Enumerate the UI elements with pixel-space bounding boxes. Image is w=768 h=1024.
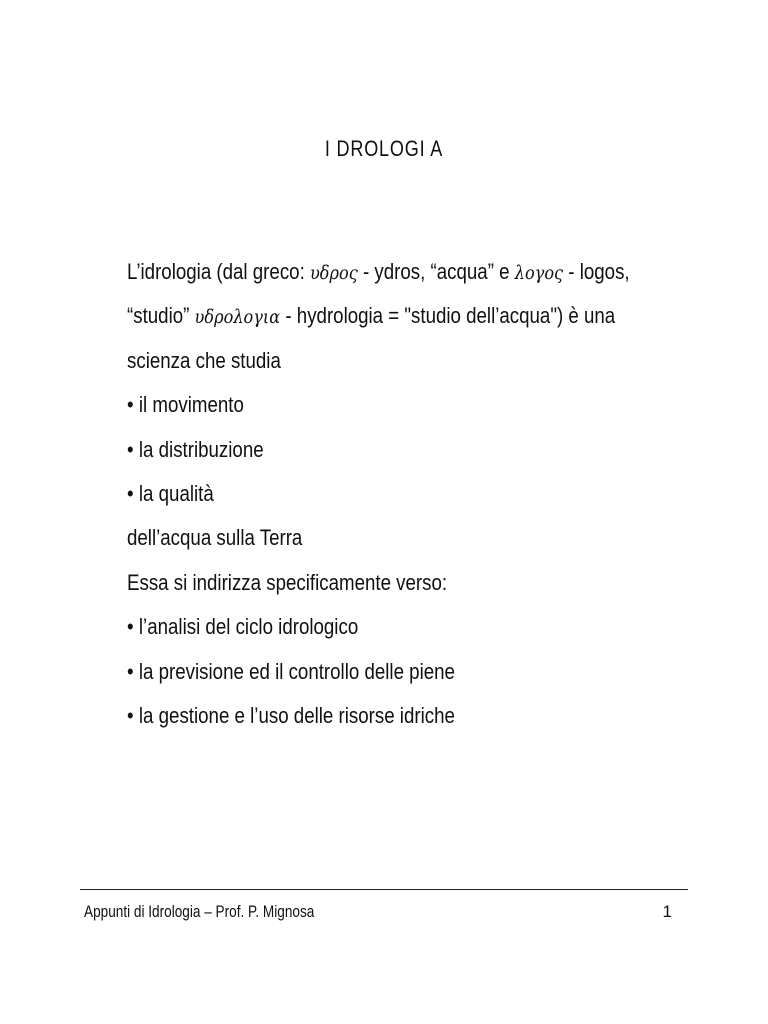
bullet-icon: • [127, 614, 134, 640]
closing-line: dell’acqua sulla Terra [127, 525, 303, 551]
intro-line-2 [127, 298, 616, 342]
intro-line-1 [127, 254, 630, 298]
list-item [127, 609, 603, 653]
bullet-icon: • [127, 392, 134, 418]
bullet-icon: • [127, 658, 134, 684]
focus-intro: Essa si indirizza specificamente verso: [127, 569, 448, 595]
bullet-icon: • [127, 436, 134, 462]
list-item [127, 432, 603, 476]
greek-word-hydros: υδρος [309, 262, 358, 284]
greek-word-hydrologia: υδρολογια [194, 306, 281, 329]
intro-line-1-text-b: - ydros, “acqua” e [357, 259, 515, 284]
page-number: 1 [662, 902, 672, 921]
list-item-label: la qualità [138, 480, 214, 506]
footer-caption: Appunti di Idrologia – Prof. P. Mignosa [84, 902, 315, 921]
list-item-label: la previsione ed il controllo delle piene [138, 658, 455, 684]
greek-word-logos: λογος [514, 262, 564, 284]
body-text [127, 254, 687, 742]
footer-divider [80, 889, 688, 890]
page-title: I DROLOGI A [324, 136, 444, 161]
intro-line-2-text-a: “studio” [127, 303, 195, 329]
list-item-label: il movimento [138, 392, 244, 418]
list-item-label: l’analisi del ciclo idrologico [138, 614, 359, 640]
list-item [127, 698, 603, 742]
list-item [127, 387, 603, 431]
list-item [127, 654, 603, 698]
list-item-label: la gestione e l’uso delle risorse idriche [138, 702, 455, 728]
list-item-label: la distribuzione [138, 436, 264, 462]
bullet-icon: • [127, 702, 134, 728]
intro-line-2-text-b: - hydrologia = "studio dell’acqua") è una [280, 303, 616, 329]
intro-line-1-text-a: L’idrologia (dal greco: [127, 259, 310, 284]
bullet-icon: • [127, 480, 134, 506]
list-item [127, 476, 603, 520]
intro-line-1-text-c: - logos, [563, 259, 630, 284]
intro-line-3: scienza che studia [127, 347, 281, 373]
